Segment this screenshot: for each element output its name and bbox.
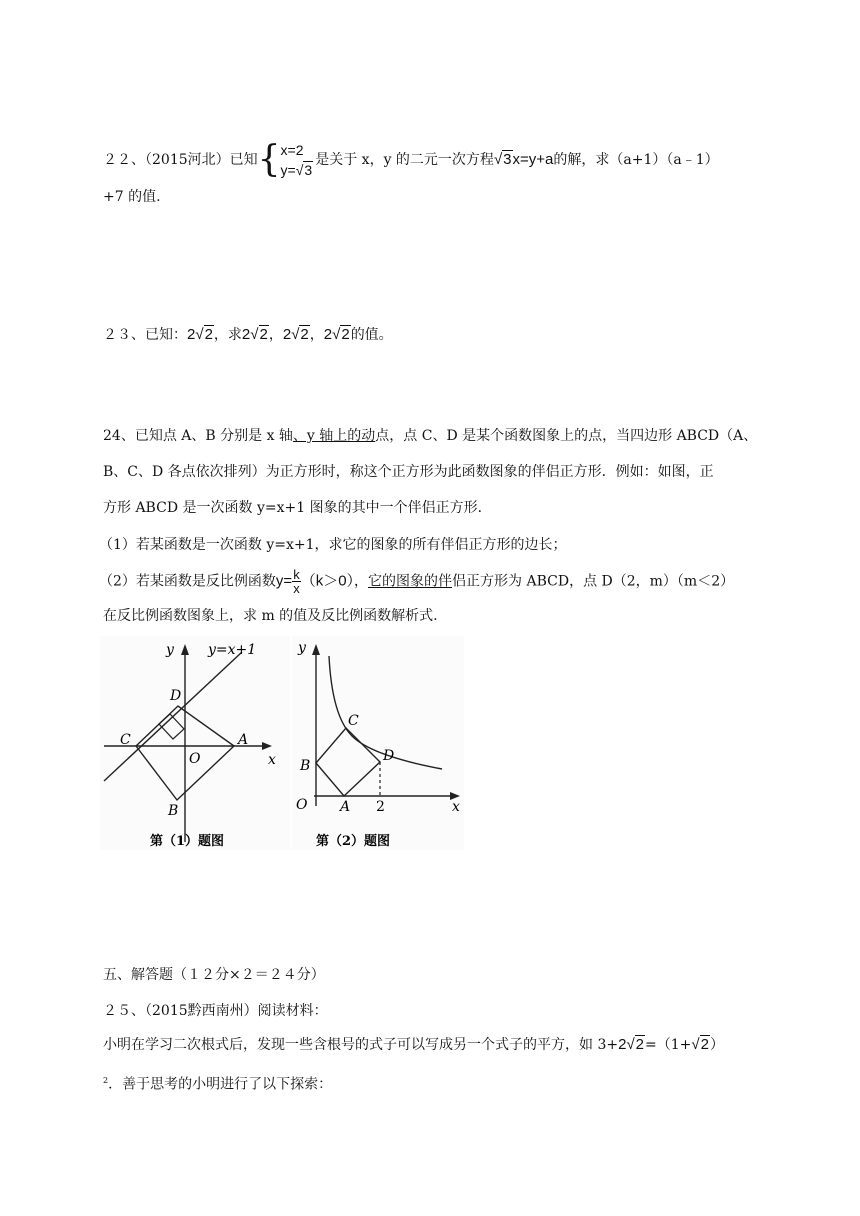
fig1-line-label: y=x+1 (208, 642, 257, 658)
system-brace: { (257, 139, 281, 180)
sqrt-symbol: √3 (295, 162, 313, 178)
q25-close: ） (709, 1037, 724, 1053)
q24-underlined-1: 、y 轴上的动 (292, 428, 376, 444)
fig1-O: O (189, 751, 201, 767)
q25-text-a: 小明在学习二次根式后，发现一些含根号的式子可以写成另一个式子的平方，如 3+ (103, 1037, 619, 1053)
q24-part2 (99, 568, 734, 595)
q25-number: ２５、 (103, 1003, 145, 1019)
radicand: 2 (300, 326, 309, 343)
fig2-B: B (300, 758, 311, 774)
q23-expr-3 (283, 326, 310, 343)
fig1-C: C (120, 732, 131, 748)
q23-expr-1 (187, 326, 214, 343)
fig1-B: B (168, 803, 179, 819)
radicand: 2 (259, 326, 268, 343)
q24-line3: 方形 ABCD 是一次函数 y=x+1 图象的其中一个伴侣正方形． (103, 500, 492, 516)
q25-source: （2015黔西南州）阅读材料： (145, 1003, 328, 1019)
q24-part2-line2: 在反比例函数图象上，求 m 的值及反比例函数解析式. (103, 608, 438, 624)
fig2-C: C (348, 713, 359, 729)
q24-part2-condition: （k＞0） (300, 572, 355, 590)
fig2-x-label: x (452, 799, 460, 815)
fig2-two: 2 (376, 799, 385, 815)
sqrt-symbol: √2 (195, 326, 213, 343)
q25-text-b: ．善于思考的小明进行了以下探索： (108, 1076, 333, 1093)
sqrt-symbol: √3 (493, 151, 512, 168)
sqrt-symbol: √2 (332, 326, 350, 343)
coef: 2 (241, 326, 251, 343)
fraction-k-over-x (292, 568, 301, 595)
equation-system (281, 140, 314, 180)
radicand: 2 (635, 1036, 645, 1053)
fraction-denominator: x (293, 581, 300, 596)
q25-line2 (103, 1070, 332, 1096)
q23-line (103, 324, 393, 346)
q24-underlined-2: 它的图象的伴 (368, 573, 453, 590)
coef: 2 (618, 1036, 627, 1053)
sqrt-symbol: √2 (626, 1036, 645, 1053)
q24-part1: （1）若某函数是一次函数 y=x+1，求它的图象的所有伴侣正方形的边长； (99, 537, 567, 553)
fig2-caption: 第（2）题图 (316, 834, 391, 849)
q24-part2-y: y= (275, 572, 293, 590)
q23-sep1: ， (268, 327, 283, 343)
q24-text-a: 24、已知点 A、B 分别是 x 轴 (103, 428, 293, 444)
q23-expr-2 (242, 326, 269, 343)
sqrt-symbol: √2 (291, 326, 309, 343)
fig1-x-label: x (268, 752, 276, 768)
coef: 2 (187, 326, 196, 343)
radicand: 2 (341, 326, 350, 343)
fig1-A: A (238, 732, 249, 748)
q23-text1: ，求 (213, 327, 242, 343)
q24-part2-sep: ， (354, 573, 369, 590)
q25-header (103, 1000, 328, 1022)
q25-line1 (103, 1034, 724, 1056)
fig1-y-label: y (166, 642, 174, 658)
fig1-D: D (170, 688, 182, 704)
q24-line1 (103, 425, 757, 447)
q24-part2-text: （2）若某函数是反比例函数 (99, 573, 276, 590)
coef: 2 (323, 326, 333, 343)
figure-1 (100, 636, 290, 850)
q25-superscript: 2 (103, 1076, 109, 1085)
q23-text0: 已知： (145, 327, 187, 343)
fraction-numerator: k (293, 567, 300, 582)
q22-line1 (103, 140, 719, 180)
q24-line2: B、C、D 各点依次排列）为正方形时，称这个正方形为此函数图象的伴侣正方形．例如：如图，正 (103, 464, 714, 480)
q24-text-b: 点，点 C、D 是某个函数图象上的点，当四边形 ABCD（A、 (375, 428, 758, 444)
sqrt-symbol: √2 (691, 1036, 709, 1053)
system-bottom-radicand: 3 (304, 162, 313, 178)
fig1-caption: 第（1）题图 (150, 834, 225, 849)
section-5-title: 五、解答题（１２分×２＝２４分） (103, 967, 325, 983)
q22-text2: 的解，求（a+1）（a﹣1） (553, 152, 719, 168)
system-top: x=2 (280, 142, 304, 158)
coef: 2 (282, 326, 292, 343)
q22-number: ２２、 (103, 152, 145, 168)
q22-text1: 是关于 x，y 的二元一次方程 (315, 152, 494, 168)
figure-2 (292, 636, 464, 850)
q25-expr (618, 1036, 645, 1053)
fig2-D: D (383, 748, 395, 764)
q23-number: ２３、 (103, 327, 145, 343)
radicand: 2 (204, 326, 213, 343)
q23-text2: 的值。 (350, 327, 393, 343)
radicand: 2 (700, 1036, 709, 1053)
fig2-O: O (296, 797, 308, 813)
q23-sep2: ， (309, 327, 324, 343)
system-bottom-pre: y= (280, 162, 296, 178)
q24-part2-rest: 侣正方形为 ABCD，点 D（2，m）（m＜2） (452, 573, 735, 590)
fig2-y-label: y (298, 640, 306, 656)
fig2-A: A (340, 799, 351, 815)
q25-eq: =（1+ (645, 1037, 692, 1053)
q22-eq-radicand: 3 (503, 151, 512, 168)
q22-eq-rest: x=y+a (512, 151, 554, 168)
q22-line2: +7 的值. (103, 189, 161, 205)
sqrt-symbol: √2 (250, 326, 268, 343)
q23-expr-4 (324, 326, 351, 343)
q22-source: （2015河北）已知 (145, 152, 258, 168)
